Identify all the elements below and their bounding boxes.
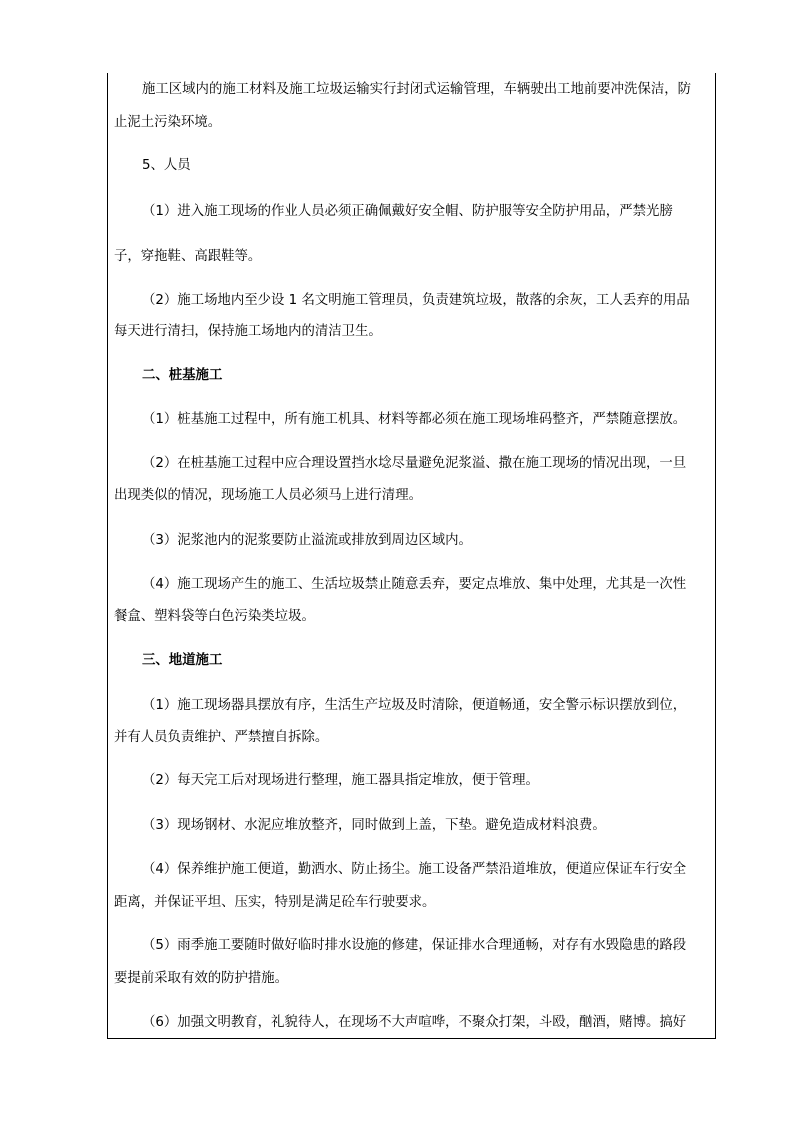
section-heading-personnel: 5、人员 bbox=[142, 158, 191, 173]
paragraph-line: 并有人员负责维护、严禁擅自拆除。 bbox=[114, 730, 329, 745]
document-frame bbox=[107, 73, 716, 1039]
paragraph-line: （2）施工场地内至少设 1 名文明施工管理员，负责建筑垃圾，散落的余灰，工人丢弃的用品 bbox=[142, 293, 690, 308]
paragraph-line: 距离，并保证平坦、压实，特别是满足砼车行驶要求。 bbox=[114, 895, 436, 910]
paragraph-line: 子，穿拖鞋、高跟鞋等。 bbox=[114, 249, 262, 264]
paragraph-line: 出现类似的情况，现场施工人员必须马上进行清理。 bbox=[114, 488, 422, 503]
paragraph-line: 餐盒、塑料袋等白色污染类垃圾。 bbox=[114, 609, 315, 624]
paragraph-line: （4）保养维护施工便道，勤洒水、防止扬尘。施工设备严禁沿道堆放，便道应保证车行安全 bbox=[142, 862, 687, 877]
paragraph-line: （3）泥浆池内的泥浆要防止溢流或排放到周边区域内。 bbox=[142, 533, 472, 548]
paragraph-line: （1）施工现场器具摆放有序，生活生产垃圾及时清除，便道畅通，安全警示标识摆放到位， bbox=[142, 698, 687, 713]
section-heading-pile-foundation: 二、桩基施工 bbox=[142, 368, 223, 383]
paragraph-line: （1）进入施工现场的作业人员必须正确佩戴好安全帽、防护服等安全防护用品，严禁光膀 bbox=[142, 204, 673, 219]
paragraph-line: 止泥土污染环境。 bbox=[114, 115, 222, 130]
paragraph-line: （6）加强文明教育，礼貌待人，在现场不大声喧哗，不聚众打架，斗殴，酗酒，赌博。搞好 bbox=[142, 1015, 687, 1030]
paragraph-line: 要提前采取有效的防护措施。 bbox=[114, 971, 289, 986]
paragraph-line: （5）雨季施工要随时做好临时排水设施的修建，保证排水合理通畅，对存有水毁隐患的路段 bbox=[142, 938, 687, 953]
paragraph-line: （4）施工现场产生的施工、生活垃圾禁止随意丢弃，要定点堆放、集中处理，尤其是一次性 bbox=[142, 577, 687, 592]
paragraph-line: （2）在桩基施工过程中应合理设置挡水埝尽量避免泥浆溢、撒在施工现场的情况出现，一旦 bbox=[142, 456, 687, 471]
paragraph-line: （3）现场钢材、水泥应堆放整齐，同时做到上盖，下垫。避免造成材料浪费。 bbox=[142, 818, 606, 833]
paragraph-line: （1）桩基施工过程中，所有施工机具、材料等都必须在施工现场堆码整齐，严禁随意摆放。 bbox=[142, 412, 687, 427]
paragraph-line: 施工区域内的施工材料及施工垃圾运输实行封闭式运输管理，车辆驶出工地前要冲洗保洁，防 bbox=[142, 82, 692, 97]
paragraph-line: （2）每天完工后对现场进行整理，施工器具指定堆放，便于管理。 bbox=[142, 773, 539, 788]
paragraph-line: 每天进行清扫，保持施工场地内的清洁卫生。 bbox=[114, 324, 382, 339]
section-heading-underpass: 三、地道施工 bbox=[142, 653, 223, 668]
